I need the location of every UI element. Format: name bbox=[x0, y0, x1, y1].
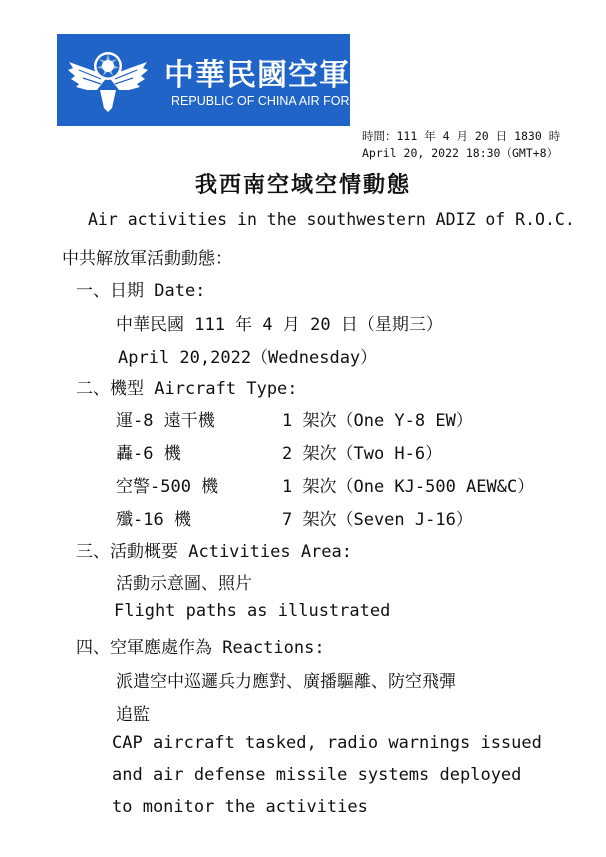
date-en: April 20,2022（Wednesday） bbox=[118, 348, 378, 368]
aircraft-name: 運-8 遠干機 bbox=[116, 411, 215, 431]
intro-text: 中共解放軍活動動態： bbox=[62, 249, 232, 269]
reactions-en-line: and air defense missile systems deployed bbox=[112, 765, 522, 785]
aircraft-count: 1 架次（One KJ-500 AEW&C） bbox=[282, 477, 535, 497]
date-zh: 中華民國 111 年 4 月 20 日（星期三） bbox=[116, 315, 443, 335]
report-time bbox=[362, 128, 560, 162]
reactions-heading: 四、空軍應處作為 Reactions: bbox=[76, 638, 325, 658]
aircraft-heading: 二、機型 Aircraft Type: bbox=[76, 379, 298, 399]
aircraft-name: 轟-6 機 bbox=[116, 444, 181, 464]
reactions-en-line: to monitor the activities bbox=[112, 797, 368, 817]
aircraft-count: 7 架次（Seven J-16） bbox=[282, 510, 473, 530]
rocaf-emblem-icon bbox=[67, 46, 149, 112]
page-title-zh: 我西南空域空情動態 bbox=[194, 172, 411, 198]
activities-en: Flight paths as illustrated bbox=[114, 601, 391, 621]
org-name-zh: 中華民國空軍 bbox=[164, 58, 350, 93]
report-time-en: April 20, 2022 18:30（GMT+8） bbox=[362, 146, 559, 160]
reactions-en-line: CAP aircraft tasked, radio warnings issued bbox=[112, 733, 542, 753]
rocaf-banner bbox=[57, 34, 367, 126]
aircraft-count: 2 架次（Two H-6） bbox=[282, 444, 443, 464]
reactions-zh-line: 派遣空中巡邏兵力應對、廣播驅離、防空飛彈 bbox=[116, 672, 456, 692]
aircraft-name: 殲-16 機 bbox=[116, 510, 191, 530]
activities-zh: 活動示意圖、照片 bbox=[116, 574, 252, 594]
aircraft-name: 空警-500 機 bbox=[116, 477, 219, 497]
activities-heading: 三、活動概要 Activities Area: bbox=[76, 542, 352, 562]
aircraft-count: 1 架次（One Y-8 EW） bbox=[282, 411, 473, 431]
date-heading: 一、日期 Date: bbox=[76, 281, 206, 301]
page-title-en: Air activities in the southwestern ADIZ of R.O.C. bbox=[88, 210, 575, 229]
reactions-zh-line: 追監 bbox=[116, 705, 150, 725]
report-time-zh: 時間：111 年 4 月 20 日 1830 時 bbox=[362, 129, 561, 143]
org-name-en: REPUBLIC OF CHINA AIR FORCE bbox=[171, 94, 367, 108]
